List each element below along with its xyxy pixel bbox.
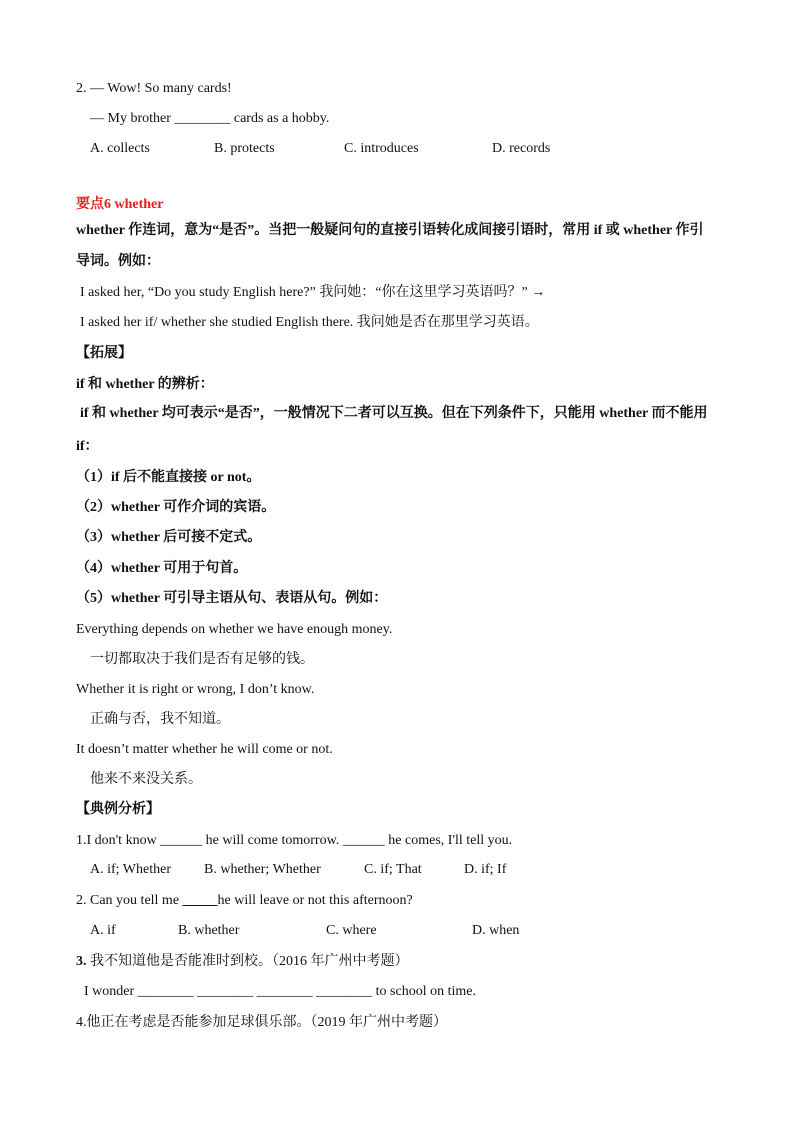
analysis-question-3	[76, 953, 409, 971]
analysis-question-1: 1.I don't know ______ he will come tomorrow. ______ he comes, I'll tell you.	[76, 833, 513, 848]
option-b: B. protects	[214, 141, 275, 156]
example-en-2: Whether it is right or wrong, I don’t know.	[76, 682, 315, 697]
rule-5: （5）whether 可引导主语从句、表语从句。例如：	[76, 591, 388, 606]
analysis-heading: 【典例分析】	[76, 802, 160, 817]
option-c: C. if; That	[364, 862, 422, 877]
option-a: A. if; Whether	[90, 862, 171, 877]
example-en-3: It doesn’t matter whether he will come or not.	[76, 742, 333, 757]
definition-line-1: whether 作连词，意为“是否”。当把一般疑问句的直接引语转化成间接引语时，常用 if 或 whether 作引	[76, 223, 704, 238]
option-a: A. if	[90, 923, 116, 938]
option-d: D. when	[472, 923, 520, 938]
section-heading: 要点6 whether	[76, 197, 164, 212]
question-2-blank: _____	[182, 893, 218, 908]
expand-para-line-2: if：	[76, 439, 99, 454]
question-3-fill: I wonder ________ ________ ________ ________ to school on time.	[84, 984, 476, 999]
question-2-line2: — My brother ________ cards as a hobby.	[90, 111, 330, 126]
option-b: B. whether; Whether	[204, 862, 321, 877]
example-zh-3: 他来不来没关系。	[90, 772, 202, 787]
example-zh-1: 一切都取决于我们是否有足够的钱。	[90, 652, 314, 667]
question-2-suffix: he will leave or not this afternoon?	[217, 893, 413, 908]
definition-line-2: 导词。例如：	[76, 254, 160, 269]
question-3-number: 3.	[76, 954, 87, 969]
question-3-text: 我不知道他是否能准时到校。（2016 年广州中考题）	[86, 954, 409, 969]
option-c: C. where	[326, 923, 377, 938]
option-d: D. records	[492, 141, 551, 156]
option-c: C. introduces	[344, 141, 419, 156]
example-en-1: Everything depends on whether we have enough money.	[76, 622, 393, 637]
expand-para-line-1: if 和 whether 均可表示“是否”，一般情况下二者可以互换。但在下列条件下，只能用 whether 而不能用	[80, 406, 708, 421]
rule-4: （4）whether 可用于句首。	[76, 561, 248, 576]
example-direct: I asked her, “Do you study English here?” 我问她：“你在这里学习英语吗？” →	[80, 285, 546, 300]
option-d: D. if; If	[464, 862, 507, 877]
example-indirect: I asked her if/ whether she studied English there. 我问她是否在那里学习英语。	[80, 315, 539, 330]
rule-2: （2）whether 可作介词的宾语。	[76, 500, 276, 515]
expand-subheading: if 和 whether 的辨析：	[76, 377, 214, 392]
question-2-prefix: 2. Can you tell me	[76, 893, 183, 908]
option-a: A. collects	[90, 141, 150, 156]
expand-heading: 【拓展】	[76, 346, 132, 361]
rule-3: （3）whether 后可接不定式。	[76, 530, 262, 545]
question-2-line1: 2. — Wow! So many cards!	[76, 81, 232, 96]
analysis-question-4: 4.他正在考虑是否能参加足球俱乐部。（2019 年广州中考题）	[76, 1015, 447, 1030]
analysis-question-2	[76, 892, 413, 910]
rule-1: （1）if 后不能直接接 or not。	[76, 470, 261, 485]
example-zh-2: 正确与否，我不知道。	[90, 712, 230, 727]
option-b: B. whether	[178, 923, 240, 938]
